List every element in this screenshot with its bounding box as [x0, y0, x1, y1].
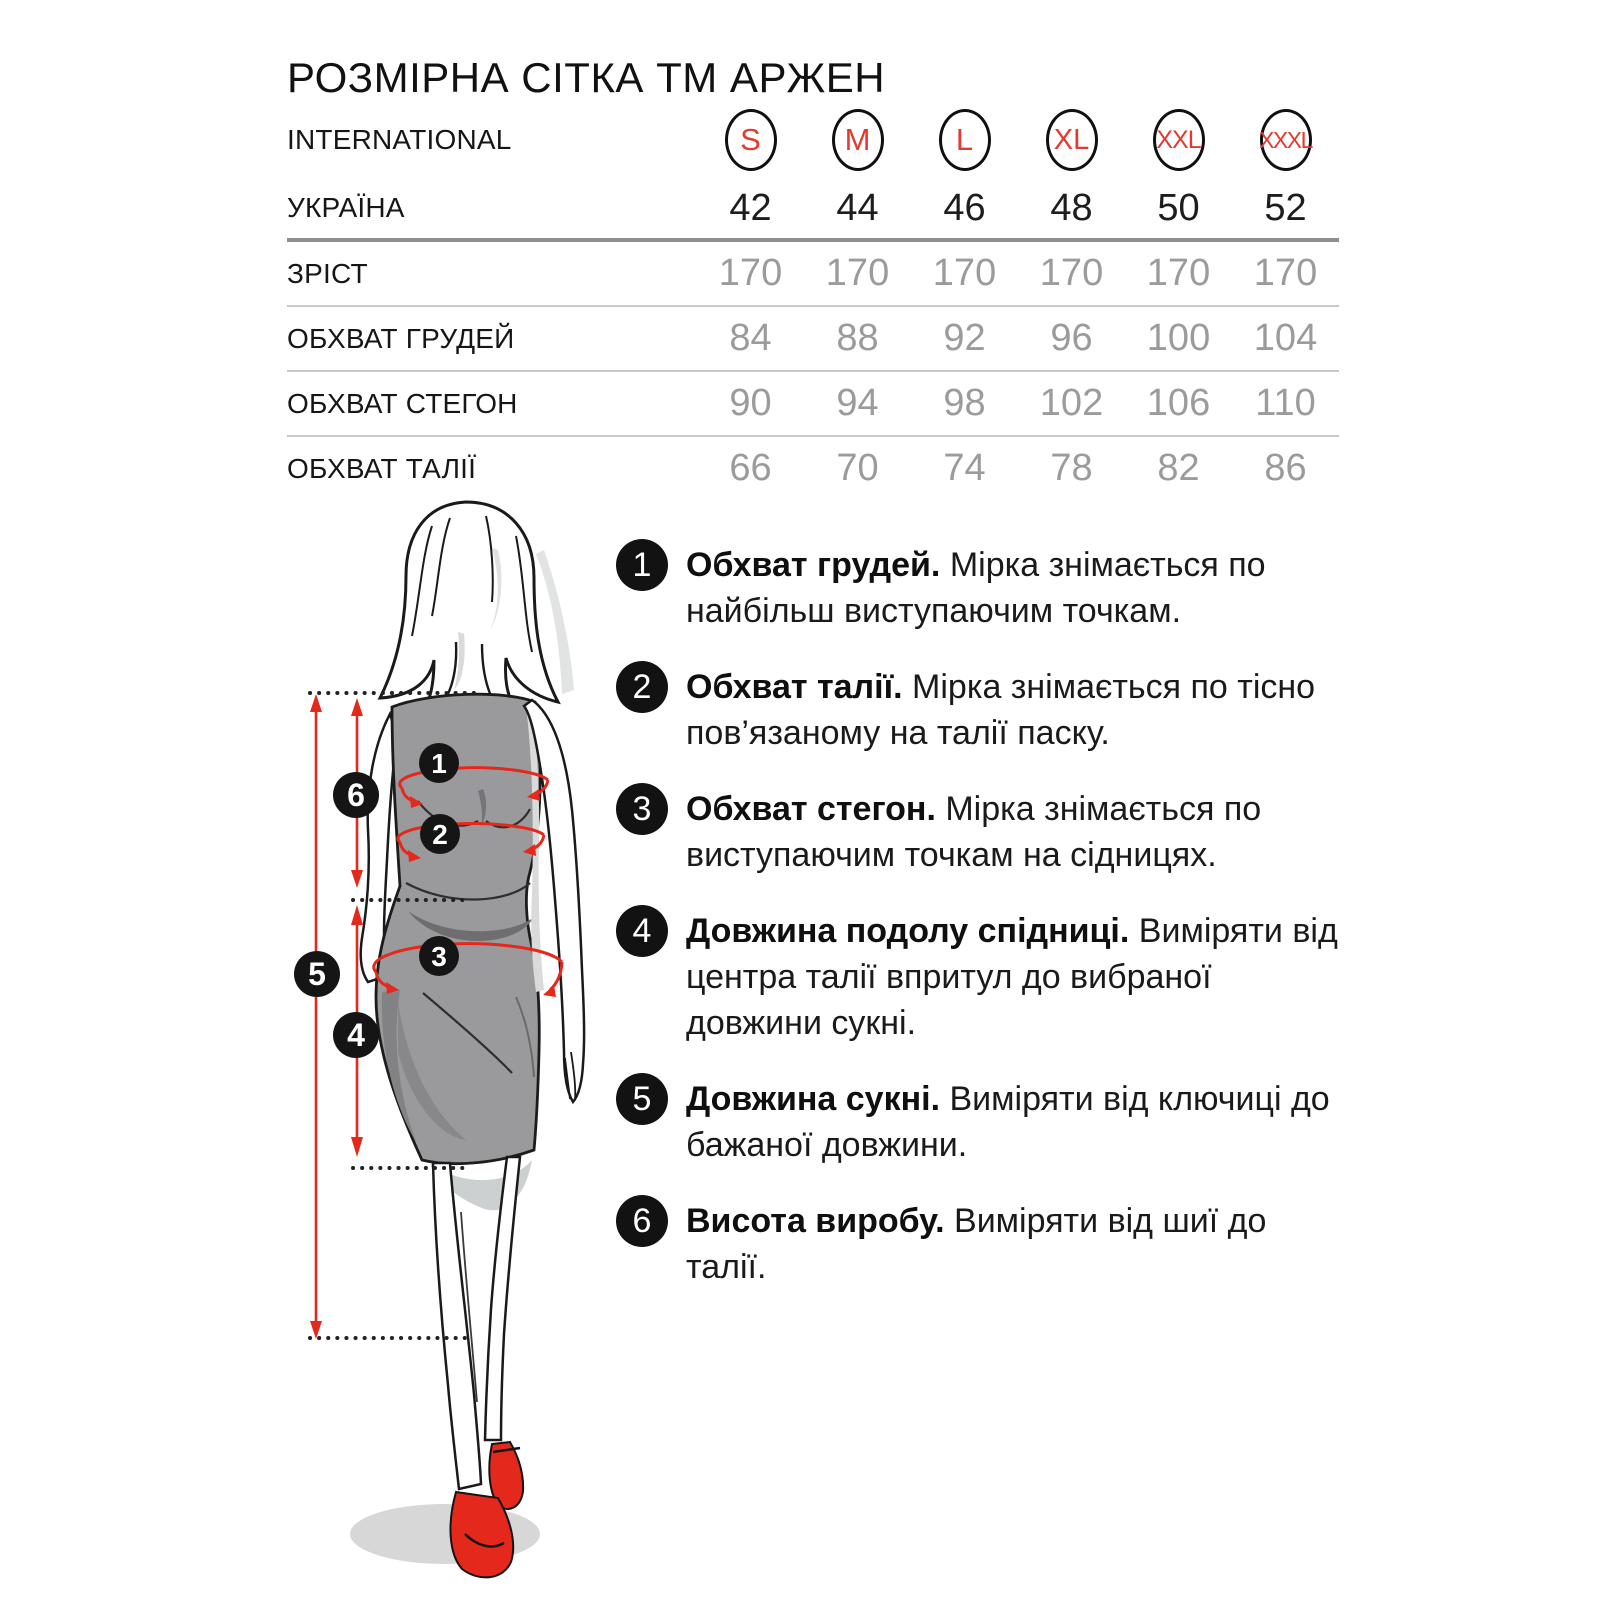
- legend-desc: Мірка знімається по виступаючим точкам на сідницях.: [686, 790, 1262, 874]
- value-cell: 88: [836, 317, 879, 359]
- marker-circle-6: [333, 772, 379, 818]
- size-badge-l: L: [939, 109, 991, 171]
- measure-arrow-5: [310, 694, 322, 1339]
- svg-text:1: 1: [431, 748, 447, 779]
- value-cell: 92: [943, 317, 986, 359]
- size-table: [287, 102, 1339, 500]
- legend-number-badge: 5: [616, 1073, 668, 1125]
- value-cell: 98: [943, 382, 986, 424]
- value-cell: 86: [1264, 447, 1307, 489]
- table-row-waist: ОБХВАТ ТАЛІЇ 66 70 74 78 82 86: [287, 437, 1339, 500]
- legend-desc: Мірка знімається по тісно пов’язаному на талії паску.: [686, 668, 1316, 752]
- value-cell: 84: [729, 317, 772, 359]
- international-label: INTERNATIONAL: [287, 124, 512, 155]
- legend-desc: Виміряти від центра талії впритул до вибраної довжини сукні.: [686, 912, 1338, 1042]
- table-row-height: ЗРІСТ 170 170 170 170 170 170: [287, 242, 1339, 305]
- legend-item-product-height: [616, 1198, 1356, 1290]
- size-badge-s: S: [725, 109, 777, 171]
- svg-text:3: 3: [431, 941, 447, 972]
- legend-number-badge: 1: [616, 539, 668, 591]
- value-cell: 78: [1050, 447, 1093, 489]
- table-row-international: [287, 102, 1339, 178]
- svg-text:4: 4: [347, 1017, 365, 1053]
- legend-number-badge: 6: [616, 1195, 668, 1247]
- value-cell: 110: [1255, 382, 1316, 424]
- value-cell: 74: [943, 447, 986, 489]
- legend-term: Висота виробу.: [686, 1202, 945, 1240]
- value-cell: 106: [1146, 382, 1211, 424]
- legend-term: Обхват грудей.: [686, 546, 941, 584]
- value-cell: 170: [1253, 252, 1318, 294]
- legend-term: Довжина подолу спідниці.: [686, 912, 1130, 950]
- size-badge-m: M: [832, 109, 884, 171]
- value-cell: 66: [729, 447, 772, 489]
- front-leg: [433, 1163, 481, 1489]
- legend-desc: Виміряти від шиї до талії.: [686, 1202, 1267, 1286]
- value-cell: 94: [836, 382, 879, 424]
- legend-number-badge: 3: [616, 783, 668, 835]
- value-cell: 70: [836, 447, 879, 489]
- size-badge-xxxl: XXXL: [1260, 109, 1312, 171]
- value-cell: 170: [932, 252, 997, 294]
- marker-circle-4: [333, 1012, 379, 1058]
- table-row-ukraine: [287, 178, 1339, 238]
- marker-circle-5: [294, 951, 340, 997]
- svg-text:5: 5: [308, 956, 326, 992]
- legend-item-bust: [616, 542, 1356, 634]
- value-cell: 104: [1253, 317, 1318, 359]
- figure-illustration: [280, 492, 625, 1592]
- legend-item-dress-length: [616, 1076, 1356, 1168]
- ukraine-label: УКРАЇНА: [287, 192, 405, 223]
- size-badge-xl: XL: [1046, 109, 1098, 171]
- ua-size-cell: 52: [1264, 186, 1307, 229]
- size-badge-xxl: XXL: [1153, 109, 1205, 171]
- legend-item-hips: [616, 786, 1356, 878]
- value-cell: 102: [1039, 382, 1104, 424]
- svg-text:6: 6: [347, 777, 365, 813]
- ua-size-cell: 46: [943, 186, 986, 229]
- value-cell: 170: [718, 252, 783, 294]
- woman-sketch: [361, 502, 584, 1577]
- ua-size-cell: 42: [729, 186, 772, 229]
- ua-size-cell: 48: [1050, 186, 1093, 229]
- table-row-hips: ОБХВАТ СТЕГОН 90 94 98 102 106 110: [287, 372, 1339, 435]
- legend-term: Довжина сукні.: [686, 1080, 941, 1118]
- legend-desc: Виміряти від ключиці до бажаної довжини.: [686, 1080, 1330, 1164]
- legend-item-skirt-length: [616, 908, 1356, 1046]
- marker-circle-3: [419, 936, 459, 976]
- value-cell: 82: [1157, 447, 1200, 489]
- legend-term: Обхват стегон.: [686, 790, 936, 828]
- marker-circle-1: [419, 743, 459, 783]
- legend-item-waist: [616, 664, 1356, 756]
- value-cell: 96: [1050, 317, 1093, 359]
- value-cell: 170: [1039, 252, 1104, 294]
- table-row-bust: ОБХВАТ ГРУДЕЙ 84 88 92 96 100 104: [287, 307, 1339, 370]
- measurement-legend: [616, 542, 1356, 1320]
- value-cell: 100: [1146, 317, 1211, 359]
- svg-text:2: 2: [432, 819, 448, 850]
- legend-term: Обхват талії.: [686, 668, 903, 706]
- value-cell: 170: [1146, 252, 1211, 294]
- legend-desc: Мірка знімається по найбільш виступаючим точкам.: [686, 546, 1266, 630]
- legend-number-badge: 4: [616, 905, 668, 957]
- marker-circle-2: [420, 814, 460, 854]
- legend-number-badge: 2: [616, 661, 668, 713]
- value-cell: 170: [825, 252, 890, 294]
- page-title: РОЗМІРНА СІТКА ТМ АРЖЕН: [287, 54, 886, 102]
- ua-size-cell: 50: [1157, 186, 1200, 229]
- ua-size-cell: 44: [836, 186, 879, 229]
- value-cell: 90: [729, 382, 772, 424]
